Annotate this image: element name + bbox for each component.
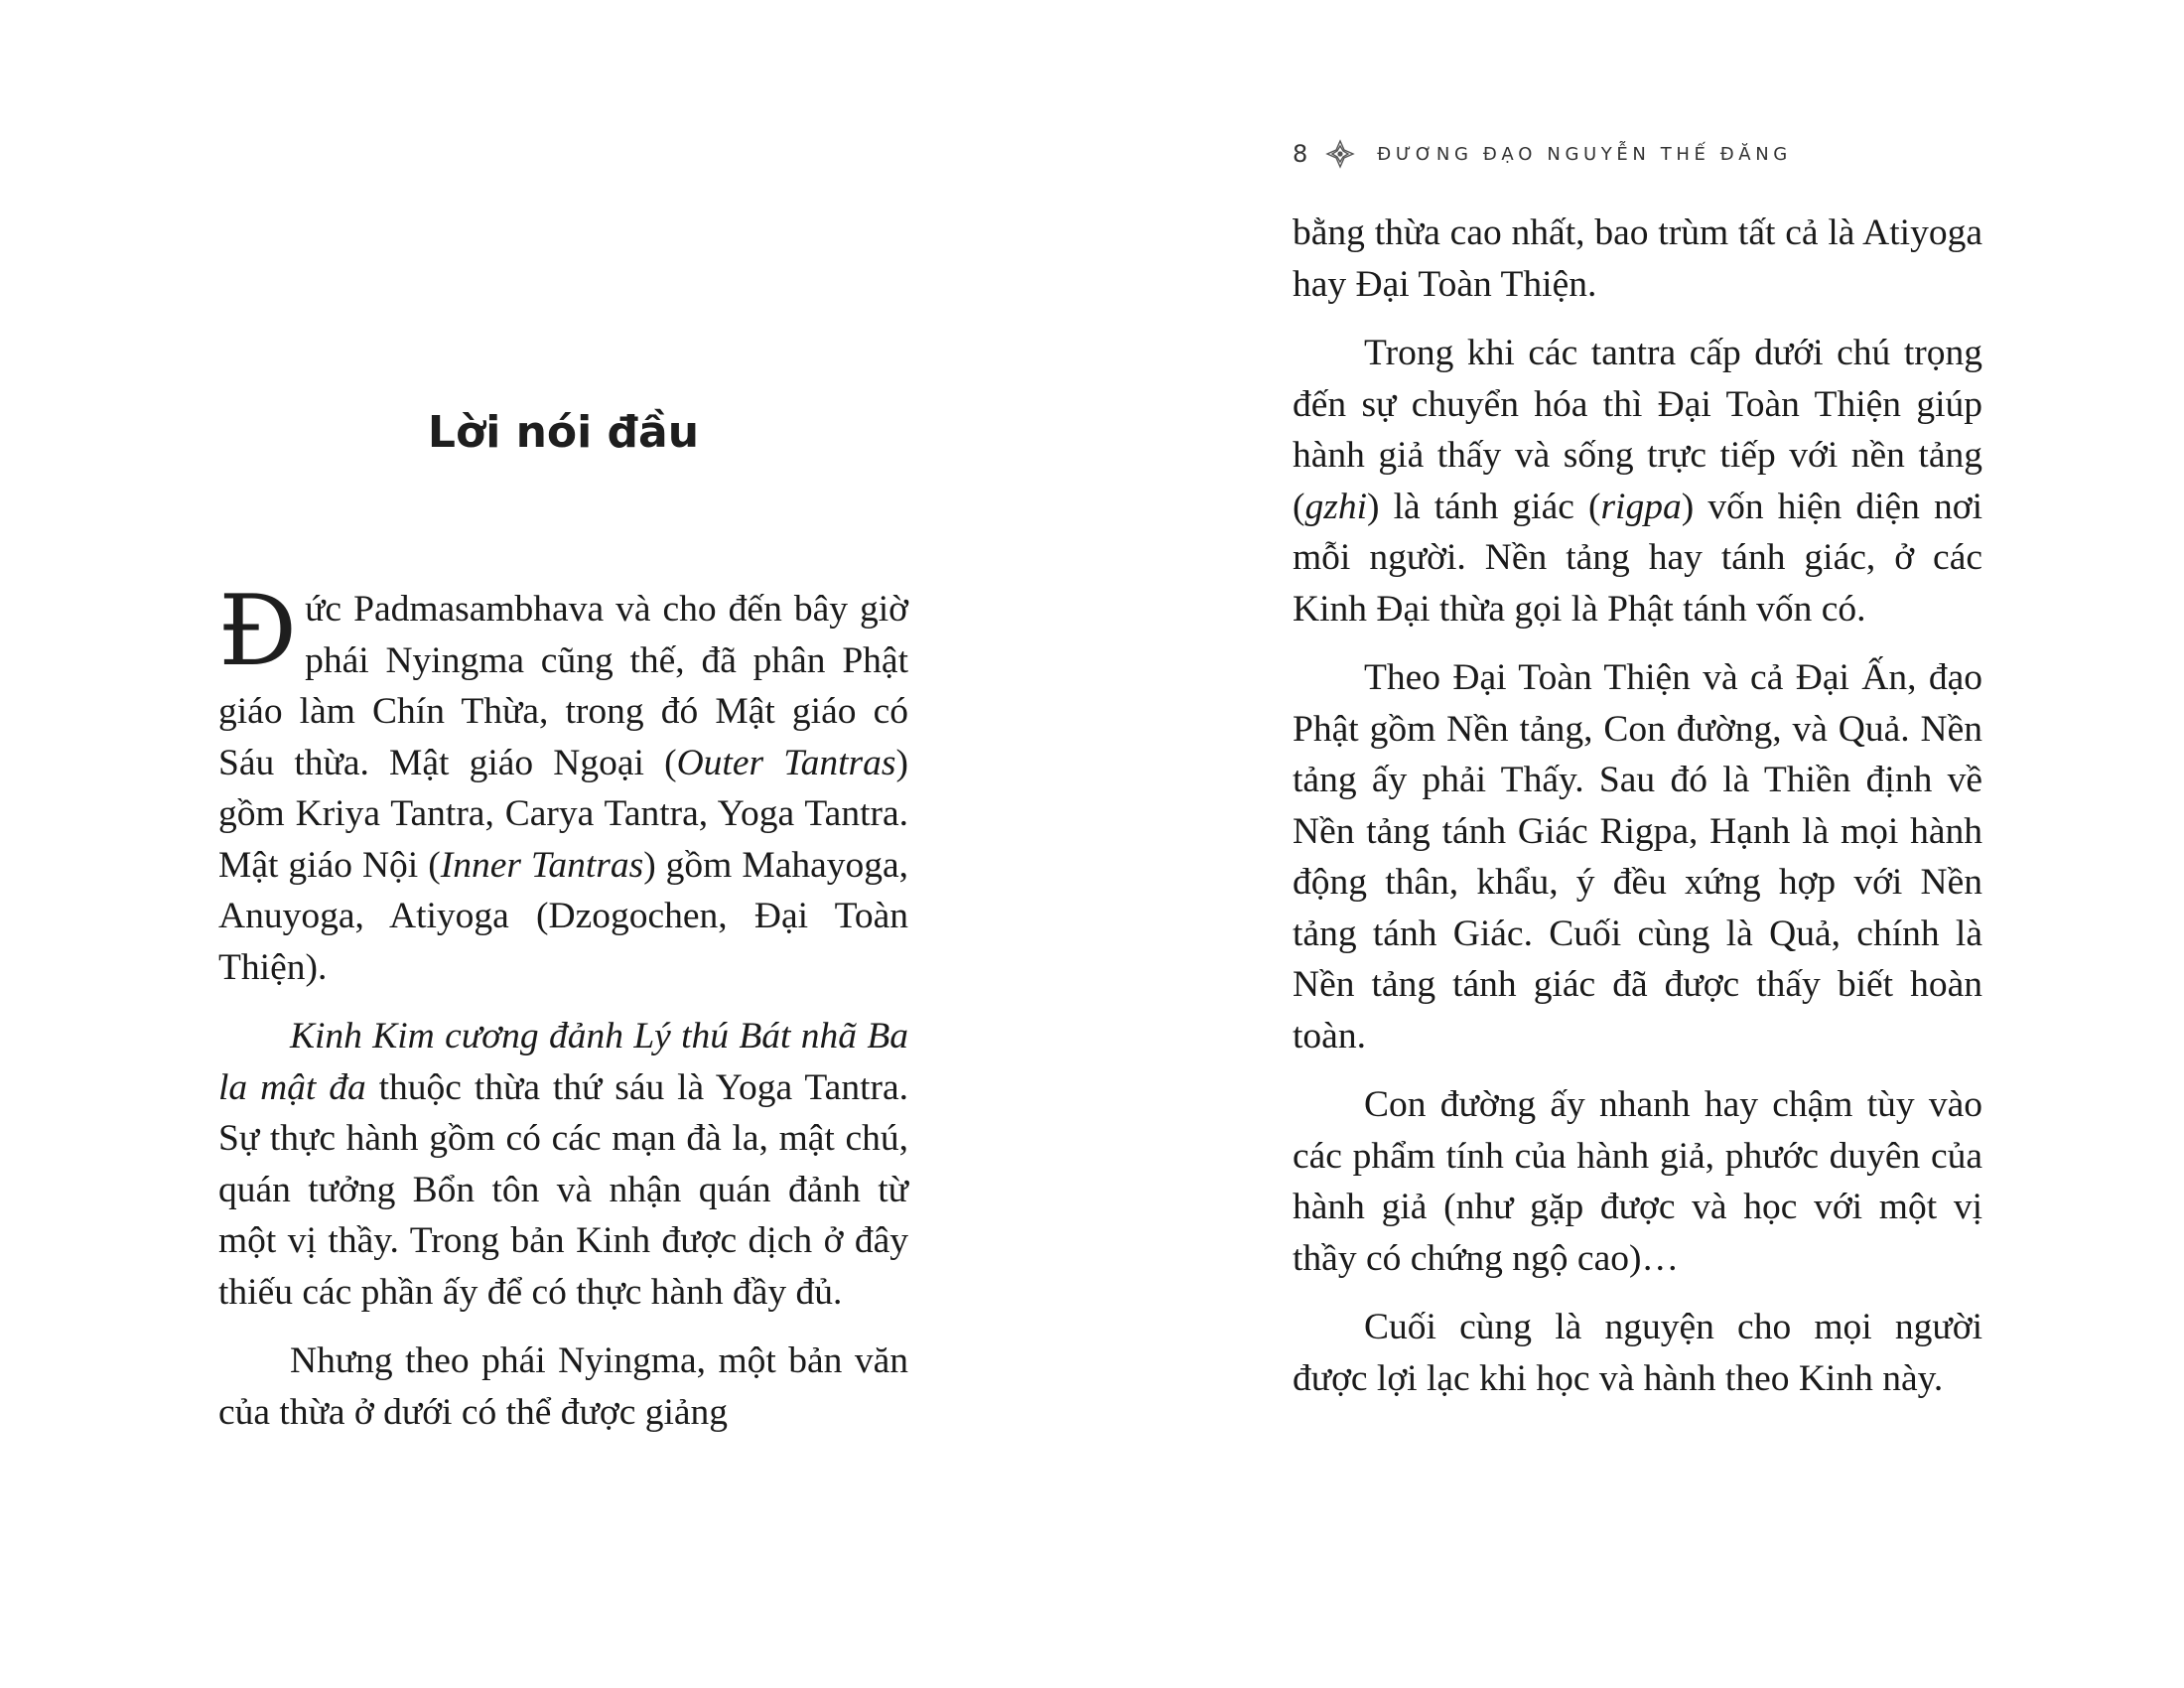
paragraph-dzogchen-italic-rigpa: rigpa bbox=[1600, 486, 1682, 527]
paragraph-1-text: ức Padmasambhava và cho đến bây giờ phái Nyingma cũng thế, đã phân Phật giáo làm Chín Thừa, trong đó Mật giáo có Sáu thừa. Mật giáo Ngoại ( bbox=[218, 589, 908, 783]
chapter-title: Lời nói đầu bbox=[427, 407, 700, 458]
paragraph-ground-path-fruit-text: Theo Đại Toàn Thiện và cả Đại Ấn, đạo Phật gồm Nền tảng, Con đường, và Quả. Nền tảng ấy phải Thấy. Sau đó là Thiền định về Nền tảng tánh Giác Rigpa, Hạnh là mọi hành động thân, khẩu, ý đều xứng hợp với Nền tảng tánh Giác. Cuối cùng là Quả, chính là Nền tảng tánh giác đã được thấy biết hoàn toàn. bbox=[1293, 657, 1982, 1056]
lotus-ornament-icon bbox=[1325, 139, 1355, 169]
paragraph-3 bbox=[218, 1336, 908, 1438]
running-head-author: ĐƯƠNG ĐẠO NGUYỄN THẾ ĐĂNG bbox=[1377, 143, 1792, 165]
paragraph-dzogchen-text-2: ) là tánh giác ( bbox=[1367, 486, 1601, 527]
page-number: 8 bbox=[1293, 140, 1308, 168]
paragraph-3-text: Nhưng theo phái Nyingma, một bản văn của thừa ở dưới có thể được giảng bbox=[218, 1340, 908, 1433]
paragraph-dedication bbox=[1293, 1302, 1982, 1404]
paragraph-dzogchen-text-3: ) vốn hiện diện nơi mỗi người. Nền tảng hay tánh giác, ở các Kinh Đại thừa gọi là Phật tánh vốn có. bbox=[1293, 486, 1982, 630]
paragraph-2-italic-sutra-title: Kinh Kim cương đảnh Lý thú Bát nhã Ba la mật đa bbox=[218, 1016, 908, 1108]
paragraph-1-text-2: ) gồm Kriya Tantra, Carya Tantra, Yoga Tantra. Mật giáo Nội ( bbox=[218, 742, 908, 886]
paragraph-dedication-text: Cuối cùng là nguyện cho mọi người được lợi lạc khi học và hành theo Kinh này. bbox=[1293, 1307, 1982, 1399]
paragraph-continued-text: bằng thừa cao nhất, bao trùm tất cả là Atiyoga hay Đại Toàn Thiện. bbox=[1293, 212, 1982, 305]
paragraph-1-text-3: ) gồm Mahayoga, Anuyoga, Atiyoga (Dzogochen, Đại Toàn Thiện). bbox=[218, 844, 909, 988]
paragraph-continued bbox=[1293, 208, 1982, 310]
paragraph-1-italic-outer-tantras: Outer Tantras bbox=[676, 742, 896, 783]
drop-cap: Đ bbox=[218, 575, 298, 688]
paragraph-1-italic-inner-tantras: Inner Tantras bbox=[440, 844, 644, 886]
paragraph-ground-path-fruit bbox=[1293, 652, 1982, 1061]
paragraph-dzogchen-italic-gzhi: gzhi bbox=[1304, 486, 1368, 527]
paragraph-1 bbox=[218, 575, 909, 993]
paragraph-dzogchen-text-1: Trong khi các tantra cấp dưới chú trọng đến sự chuyển hóa thì Đại Toàn Thiện giúp hành giả thấy và sống trực tiếp với nền tảng ( bbox=[1293, 333, 1982, 527]
right-page-body bbox=[1293, 208, 1982, 1404]
paragraph-dzogchen bbox=[1293, 328, 1982, 634]
running-header bbox=[1293, 138, 1792, 170]
paragraph-2-text: thuộc thừa thứ sáu là Yoga Tantra. Sự thực hành gồm có các mạn đà la, mật chú, quán tưởng Bổn tôn và nhận quán đảnh từ một vị thầy. Trong bản Kinh được dịch ở đây thiếu các phần ấy để có thực hành đầy đủ. bbox=[218, 1066, 908, 1313]
paragraph-path-speed-text: Con đường ấy nhanh hay chậm tùy vào các phẩm tính của hành giả, phước duyên của hành giả (như gặp được và học với một vị thầy có chứng ngộ cao)… bbox=[1293, 1084, 1982, 1279]
left-page-body bbox=[218, 575, 909, 1438]
paragraph-path-speed bbox=[1293, 1079, 1982, 1284]
paragraph-2 bbox=[218, 1011, 908, 1318]
